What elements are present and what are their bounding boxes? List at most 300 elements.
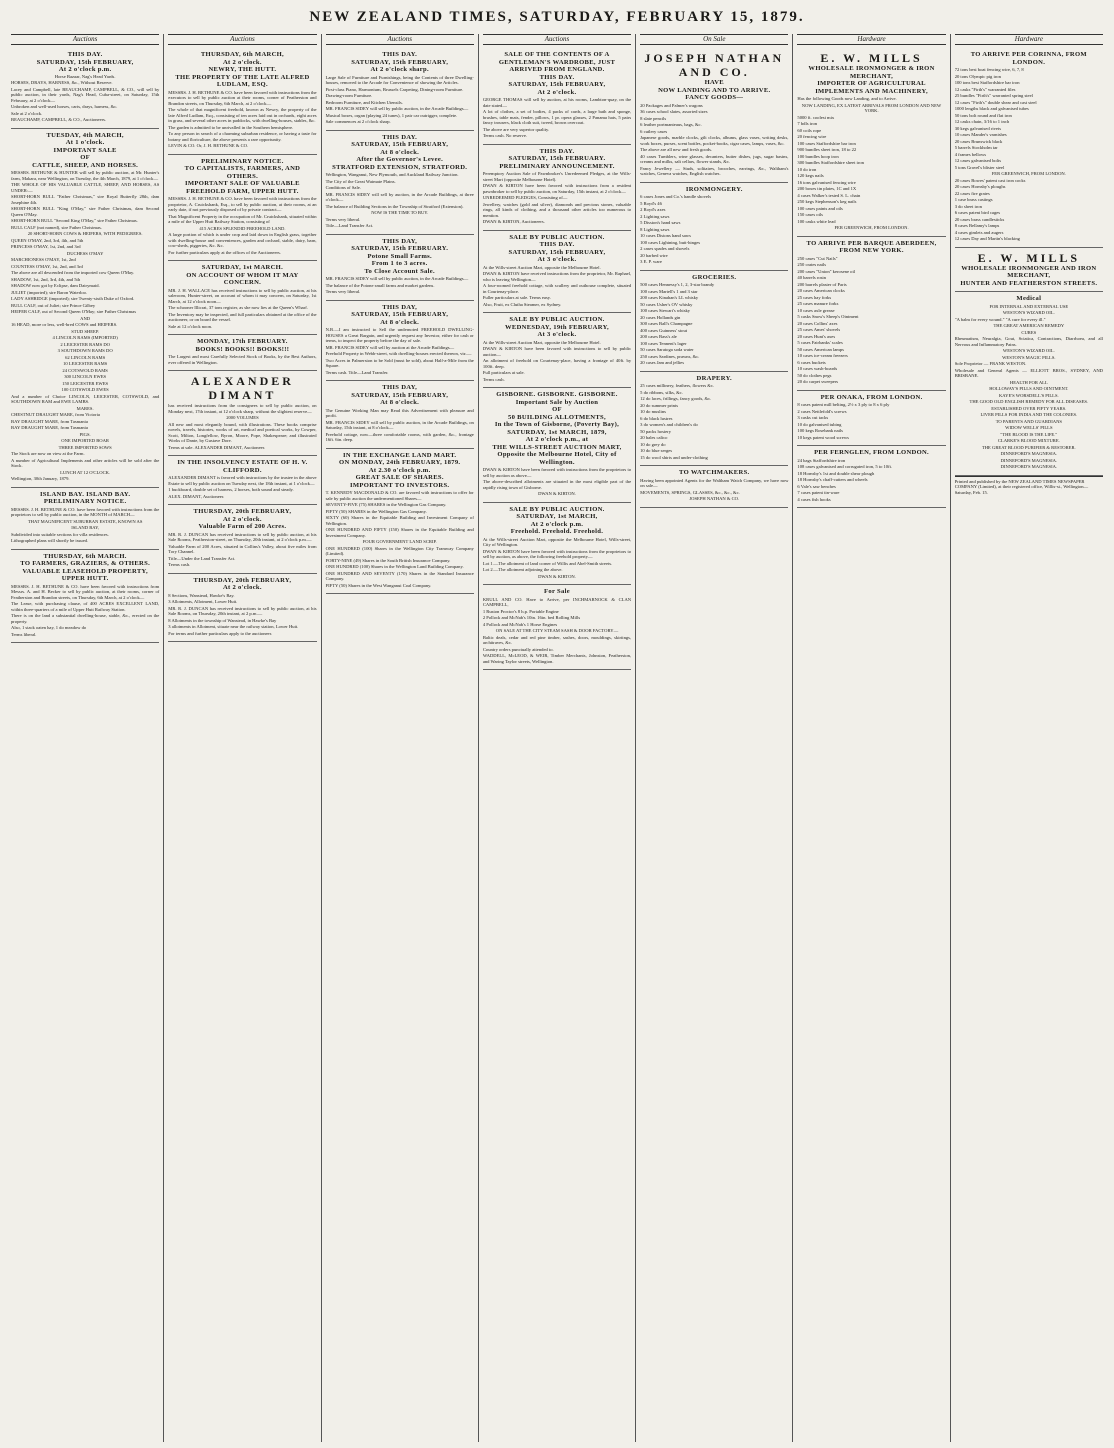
ad-line: The whole of that magnificent freehold, known as Newry, the property of the late Alfred Ludlam, Esq., consisting of ten acres laid out in orchards, eight acres in grass, and several other acres in paddocks, with dwelling-houses, stables, &c. [168, 107, 317, 123]
ad-line: Terms cash. [482, 376, 505, 382]
ad-line: 36 cases school slates, assorted sizes [640, 109, 708, 114]
ad-line: Sale at 2 o'clock. [11, 110, 43, 116]
ad-heading: At 2 o'clock. [222, 584, 262, 591]
ad-heading: WHOLESALE IRONMONGER & IRON [808, 65, 935, 72]
ad-line: 10 do iron [797, 166, 817, 172]
ad-line: Unbroken and well-used horses, carts, drays, harness, &c. [11, 104, 118, 109]
ad-line: 25 cases manure forks [797, 301, 839, 306]
ad-line: Drawing-room Furniture. [325, 93, 373, 98]
ad-line: 25 cases hay forks [797, 294, 832, 300]
ad-line: Fuller particulars at sale. Terms easy. [482, 295, 551, 300]
ad-line: 20 cases Collins' axes [797, 320, 838, 326]
advertisement [640, 183, 788, 271]
ad-heading: JOSEPH NATHAN AND CO. [644, 51, 785, 79]
ad-line: BAY DRAUGHT MARE, from Tasmania [11, 418, 88, 424]
column-4 [479, 34, 636, 1442]
ad-line: 5 Disston's hand saws [640, 220, 681, 225]
ad-heading: From 1 to 3 acres. [371, 260, 428, 267]
ad-line: 100 casks white lead [797, 218, 836, 224]
ad-heading: Valuable Farm of 200 Acres. [198, 523, 287, 530]
ad-line: 18 Hornsby's chaff-cutters and wheels [797, 477, 868, 482]
ad-line: Sole Proprietor — FRANK WESTON. [954, 361, 1027, 366]
ad-line: Terms liberal. [11, 631, 37, 637]
ad-line: DWAN & KIRTON have received instructions from the proprietor, Mr. Raphael, who is leaving Wellington— [482, 271, 632, 282]
ad-line: 2000 VOLUMES [226, 415, 259, 420]
ad-line: THE GREAT BLOOD PURIFIER & RESTORER. [981, 444, 1076, 450]
ad-line: Fancy Jewellery — Studs, solitaires, brooches, earrings, &c., Waltham's watches, Geneva watches, English watches. [640, 165, 789, 176]
advertisement [326, 301, 474, 382]
ad-line: 250 cases "Cut Nails" [797, 255, 838, 261]
ad-heading: ON MONDAY, 24th FEBRUARY, 1879. [339, 459, 461, 466]
ad-line: 7 cases patent tin-ware [797, 490, 840, 495]
ad-line: SIXTY (60) Shares in the Equitable Building and Investment Company of Wellington. [325, 515, 474, 526]
ad-heading: At 8 o'clock. [380, 148, 420, 156]
ad-line: NOW LANDING, EX LATEST ARRIVALS FROM LONDON AND NEW YORK. [801, 102, 942, 113]
ad-heading: GISBORNE. GISBORNE. GISBORNE. [496, 391, 618, 398]
ad-line: LADY ASHRIDGE (imported); sire Twenty-sixth Duke of Oxford. [11, 296, 135, 301]
ad-line: ALEXANDER DIMANT is favored with instructions by the trustee in the above Estate to sell by public auction on Tuesday next, the 18th instant, at 1 o'clock— [168, 475, 317, 486]
ad-line: Bedroom Furniture, and Kitchen Utensils. [325, 99, 403, 105]
ad-heading: HAVE [704, 79, 724, 86]
advertisement [640, 271, 788, 372]
advertisement [483, 585, 631, 670]
ad-heading: At 2 o'clock sharp. [370, 66, 429, 73]
ad-line: T. KENNEDY MACDONALD & CO. are favored with instructions to offer for sale by public auction the undermentioned Shares— [325, 490, 474, 501]
advertisement [11, 488, 159, 550]
ad-line: UNREDEEMED PLEDGES, Consisting of— [482, 195, 568, 200]
ad-heading: SALE OF THE CONTENTS OF A GENTLEMAN'S WARDROBE, JUST ARRIVED FROM ENGLAND. [498, 51, 616, 73]
ad-heading: CATTLE, SHEEP, AND HORSES. [32, 161, 139, 169]
ad-line: 12 cases Day and Martin's blacking [954, 236, 1020, 241]
ad-heading: SATURDAY, 1st MARCH. [201, 264, 284, 271]
ad-heading: MERCHANT, [850, 72, 894, 80]
ad-line: 10 cases Distons hand saws [640, 233, 691, 238]
ad-heading: GREAT SALE OF SHARES. [355, 474, 444, 481]
ad-heading: At 3 o'clock. [537, 331, 577, 338]
ad-heading: THIS DAY. [539, 241, 575, 248]
ad-line: ONE IMPORTED BOAR [61, 438, 109, 443]
ad-line: 20 cases brass candlesticks [954, 216, 1005, 222]
ad-line: TO PARENTS AND GUARDIANS [995, 418, 1062, 424]
ad-heading: At 2.30 o'clock p.m. [368, 466, 431, 474]
ad-line: 10 do muslins [640, 409, 666, 414]
advertisement [955, 248, 1103, 293]
ad-line: The above are very superior quality. [482, 126, 550, 132]
ad-line: 10 LEICESTER RAMS [63, 361, 108, 366]
ad-line: For terms and further particulars apply to the auctioneer. [168, 630, 272, 636]
advertisement [326, 381, 474, 449]
ad-heading: TO WATCHMAKERS. [679, 469, 750, 476]
ad-line: 20 cases Bowes' patent cast iron cocks [954, 177, 1026, 183]
ad-heading: THIS DAY, [382, 237, 418, 245]
ad-line: 4 frames bellows [954, 151, 987, 157]
advertisement [11, 550, 159, 644]
ad-line: 20 cases Hornsby's ploughs [954, 184, 1006, 189]
column-2 [164, 34, 321, 1442]
ad-line: LUNCH AT 12 O'CLOCK. [60, 469, 111, 475]
advertisement [168, 574, 316, 643]
ad-line: 8 Sections, Wanstead, Hawke's Bay. [168, 592, 235, 598]
ad-line: HEIFER CALF, out of Second Queen O'May; sire Father Christmas [11, 309, 136, 314]
ad-line: 5 Royd's 46 [640, 200, 662, 206]
ad-line: 2 cases spades and shovels [640, 246, 690, 251]
ad-line: JULIET (imported); sire Baron Waterloo. [11, 289, 88, 295]
column-heading: Hardware [797, 34, 945, 45]
ad-line: 400 cases Guinness' stout [640, 327, 688, 333]
ad-line: THE GREAT AMERICAN REMEDY [993, 323, 1065, 328]
ad-line: 5 barrels Stockholm tar [954, 145, 998, 150]
ad-line: 100 cases Martell's 1 and 3 star [640, 288, 698, 294]
ad-line: 10 cases Mander's varnishes [954, 132, 1007, 137]
ad-line: 8 Lighting saws [640, 226, 670, 232]
ad-line: 150 cases oils [797, 212, 823, 217]
ad-line: The above are all descended from the imported cow Queen O'May. [11, 270, 135, 275]
ad-line: DINNEFORD'S MAGNESIA. [1000, 464, 1058, 469]
ad-line: Terms at sale. ALEXANDER DIMANT, Auctioneer. [168, 444, 266, 450]
ad-heading: Medical [1016, 295, 1042, 302]
ad-heading: At 2 o'clock. [222, 515, 262, 523]
ad-line: 120 kegs nails [797, 173, 824, 178]
ad-line: QUEEN O'MAY, 2nd, 3rd, 4th, and 5th [11, 237, 84, 243]
ad-line: 30 kegs galvanised rivets [954, 125, 1001, 131]
ad-line: All new and most elegantly bound, with illustrations. These books comprise novels, travels, histories, works of art, medical and poetical works, by Cowper, Scott, Milton, Longfellow, Byron, Moore, Pope, Shakespeare; and illustrated Works of Dante, by Gustave Dore. [168, 421, 317, 443]
ad-heading: SATURDAY, 15th FEBRUARY, [351, 58, 449, 66]
ad-line: 10 cases axle grease [797, 307, 835, 313]
ad-line: Terms cash. [168, 562, 191, 567]
ad-line: 250 crates nails [797, 262, 826, 267]
ad-line: N.B.—I am instructed to Sell the undernoted FREEHOLD DWELLING-HOUSES a Great Bargain, and urgently request any Investor, either for cash or terms, to inspect the property before the day of sale. [325, 327, 474, 343]
ad-heading: THIS DAY. [382, 51, 418, 58]
advertisement [797, 48, 945, 237]
ad-heading: SATURDAY, 1st MARCH, 1879, [507, 428, 607, 436]
ad-line: "A balm for every wound." "A cure for every ill." [954, 316, 1046, 322]
ad-heading: TO CAPITALISTS, FARMERS, AND OTHERS. [184, 165, 301, 180]
ad-heading: THIS DAY. [539, 147, 575, 155]
ad-line: 300 cases Ball's Champagne [640, 321, 693, 326]
ad-line: MR. FRANCIS SIDEY will sell by auction at the Arcade Buildings— [325, 344, 455, 350]
ad-line: ESTABLISHED OVER FIFTY YEARS. [991, 405, 1067, 411]
ad-line: BEAUCHAMP, CAMPBELL, & CO., Auctioneers. [11, 117, 107, 122]
ad-line: 100 tons best Staffordshire bar iron [954, 80, 1020, 85]
advertisement [168, 456, 316, 505]
ad-heading: IN THE INSOLVENCY ESTATE OF H. V. CLIFFORD. [177, 459, 308, 474]
ad-line: 10 cases wash-boards [797, 366, 838, 371]
ad-line: Lithographed plans will shortly be issued. [11, 538, 89, 543]
ad-heading: DRAPERY. [696, 374, 732, 382]
ad-line: DWAN & KIRTON, Auctioneers. [482, 219, 545, 224]
ad-line: 20 do summer prints [640, 402, 679, 408]
ad-line: 20 cases American clocks [797, 288, 845, 293]
ad-line: MR. R. J. DUNCAN has received instructions to sell by public auction, at his Sale Rooms, on Thursday, 20th instant, at 2 p.m.— [168, 605, 317, 616]
ad-heading: At 2 o'clock p.m., at [525, 436, 589, 443]
ad-line: CURES [1021, 329, 1037, 335]
ad-heading: For Sale [544, 588, 570, 595]
ad-line: The schooner Illicrat, 37 tons register, as she now lies at the Queen's Wharf. [168, 305, 308, 310]
ad-line: DINNEFORD'S MAGNESIA. [1000, 451, 1058, 456]
ad-line: ALEX. DIMANT, Auctioneer. [168, 493, 225, 499]
ad-line: "THE BLOOD IS THE LIFE." [1000, 431, 1058, 437]
ad-line: 100 cases Stewart's whisky [640, 308, 691, 313]
ad-heading: SATURDAY, 15th FEBRUARY, [351, 391, 449, 399]
ad-heading: At 1 o'clock. [65, 139, 105, 146]
ad-line: SHADOW now got by Eclipse, dam Dairymaid. [11, 283, 100, 288]
ad-heading: PER FERNGLEN, FROM LONDON. [814, 449, 930, 456]
ad-line: 20 cases Brunswick black [954, 138, 1003, 144]
ad-heading: WEDNESDAY, 19th FEBRUARY, [504, 323, 609, 331]
masthead: NEW ZEALAND TIMES, SATURDAY, FEBRUARY 15, 1879. [309, 9, 805, 25]
ad-line: Rheumatism, Neuralgia, Gout, Sciatica, Contractions, Diarrhoea, and all Nervous and Inflammatory Pains. [954, 336, 1103, 347]
ad-line: MESSRS. J. H. BETHUNE & CO. have been favored with instructions from the executors to sell by public auction at their rooms, corner of Featherston and Brandon streets, on Thursday, 6th March, at 2 o'clock— [168, 89, 317, 106]
ad-line: Musical boxes, organ (playing 24 tunes), 1 pair car outrigger, complete. [325, 112, 458, 118]
column-heading: Auctions [168, 34, 316, 45]
ad-heading: SALE BY PUBLIC AUCTION. [509, 233, 605, 241]
ad-line: 24 COTSWOLD RAMS [62, 367, 108, 373]
ad-line: 15 do wool shirts and under-clothing [640, 454, 708, 460]
ad-heading: SATURDAY, 1st MARCH, [516, 513, 598, 520]
ad-line: 20 cases Hunt's axes [797, 333, 836, 339]
ad-line: Terms very liberal. [325, 289, 361, 294]
ad-heading: MONDAY, 17th FEBRUARY. [197, 338, 288, 345]
ad-line: THREE IMPORTED SOWS [58, 444, 112, 450]
advertisement [955, 48, 1103, 248]
ad-line: 6 cases buckets [797, 359, 826, 365]
ad-heading: WHOLESALE IRONMONGER AND IRON MERCHANT, [961, 264, 1097, 279]
advertisement [640, 466, 788, 508]
ad-line: 100 kegs Rosebank nails [797, 428, 843, 433]
ad-line: Lacey and Campbell, late BEAUCHAMP, CAMPBELL, & CO., will sell by public auction, in their yards, Nag's Head, Cuba-street, on Saturday, 15th February, at 2 o'clock— [11, 86, 160, 103]
ad-line: 40 barrels rosin [797, 275, 826, 280]
ad-line: 18 Hornsby's 1st and double shear plough [797, 470, 875, 476]
ad-line: 900 bundles sheet iron, 18 to 22 [797, 147, 857, 152]
ad-line: 6 cutlery cases [640, 128, 668, 134]
ad-line: STUD SHEEP. [71, 328, 100, 334]
ad-line: 4 LINCOLN RAMS (IMPORTED) [52, 335, 118, 340]
column-5 [636, 34, 793, 1442]
ad-line: A lot of clothes, a set of bodies, 4 packs of cards, a large bath and sponge, brushes, table mats, fender, pillows, 1 pr. opera glasses, 2 Panama hats, 5 pairs fancy trousers, black cloth suit, tweed, brown overcoat. [482, 109, 632, 125]
ad-line: SHADOW, 1st, 2nd, 3rd, 4th, and 5th [11, 276, 81, 282]
column-3 [322, 34, 479, 1442]
ad-line: DINNEFORD'S MAGNESIA. [1000, 457, 1058, 463]
ad-heading: PRELIMINARY NOTICE. [43, 498, 127, 505]
ad-line: 50 do clothes pegs [797, 372, 832, 378]
ad-line: MOVEMENTS, SPRINGS, GLASSES, &c., &c., &c. [640, 489, 740, 495]
ad-line: 100 cases paints and oils [797, 205, 843, 211]
ad-line: Has the following Goods now Landing, and to Arrive. [797, 96, 897, 101]
column-heading: Auctions [11, 34, 159, 45]
ad-line: 250 cases Sardines, prawns, &c. [640, 353, 700, 359]
ad-line: A large portion of which is under crop and laid down in English grass, together with dwelling-house and conveniences, garden and orchard, stable, dairy, barn, cow-sheds, piggeries, &c. &c. [168, 232, 317, 248]
ad-line: 8 Allotments in the township of Wanstead, in Hawke's Bay [168, 617, 277, 623]
ad-line: 4 cases gimlets and augers [954, 229, 1004, 235]
ad-line: CHESTNUT DRAUGHT MARE, from Victoria [11, 412, 100, 417]
ad-line: THAT MAGNIFICENT SUBURBAN ESTATE, KNOWN AS [27, 518, 143, 524]
advertisement [326, 449, 474, 595]
advertisement [483, 145, 631, 231]
ad-heading: SATURDAY, 15th FEBRUARY, [508, 248, 606, 256]
ad-line: The above-described allotments are situated in the most eligible part of the rapidly rising town of Gisborne. [482, 479, 632, 490]
ad-line: 5 cases Fairbanks' scales [797, 340, 843, 345]
advertisement [640, 48, 788, 183]
ad-line: MR. FRANCIS SIDEY will sell by auction, in the Arcade Buildings, at three o'clock— [325, 191, 474, 202]
ad-title: Horse Bazaar, Nag's Head Yards. [54, 73, 116, 79]
ad-line: Wholesale and General Agents — ELLIOTT BROS., SYDNEY, AND BRISBANE. [954, 367, 1103, 378]
ad-heading: IN THE EXCHANGE LAND MART. [343, 451, 457, 459]
ad-line: FIFTY (50) Shares in the West Wanganui Coal Company. [325, 582, 432, 588]
ad-line: The Inventory may be inspected, and full particulars obtained at the office of the auctioneer, or on board the vessel. [168, 311, 317, 322]
ad-line: 20 SHORT-HORN COWS & HEIFERS, WITH PEDIGREES. [27, 231, 143, 236]
ad-heading: STRATFORD EXTENSION, STRATFORD. [332, 163, 468, 171]
ad-line: Freehold Property in Webb-street, with dwelling-houses erected thereon, viz.— [325, 351, 472, 356]
ad-line: MESSRS. J. H. BETHUNE & CO. have been favored with instructions from the proprietor, A. Cruickshank, Esq., to sell by public auction, at their rooms, at an early date, if not previously disposed of by private contract— [168, 196, 317, 212]
ad-heading: THIS DAY. [539, 73, 575, 81]
ad-heading: SATURDAY, 15th FEBRUARY. [351, 245, 449, 252]
ad-line: The Genuine Working Man may Read this Advertisement with pleasure and profit. [325, 407, 474, 418]
ad-line: 7 bdls iron [797, 121, 818, 126]
ad-line: 100 cases Lightning, butt-hinges [640, 239, 701, 245]
ad-line: 8 cases Bellamy's lamps [954, 223, 1000, 228]
ad-heading: After the Governor's Levee. [356, 156, 444, 163]
ad-line: 25 bundles "Firth's" warranted spring steel [954, 93, 1033, 98]
ad-line: FIFTY (50) SHARES in the Wellington Gas Company. [325, 508, 427, 514]
ad-line: FER GREENWICH, FROM LONDON. [834, 225, 909, 230]
ad-heading: SALE BY PUBLIC AUCTION. [509, 505, 605, 513]
ad-line: COUNTESS O'MAY, 1st, 2nd, and 3rd [11, 263, 83, 269]
ad-line: 5000 ft. coolest mix [797, 114, 835, 120]
columns-grid [7, 34, 1107, 1442]
ad-line: Two Acres in Palmerston to be Sold (must be sold), about Half-a-Mile from the Square. [325, 357, 474, 368]
ad-line: First-class Piano, Harmonium, Brussels Carpeting, Dining-room Furniture. [325, 86, 464, 92]
ad-line: A number of Agricultural Implements and other articles will be sold after the Stock. [11, 457, 160, 468]
ad-line: Having been appointed Agents for the Waltham Watch Company, we have now on sale— [640, 477, 789, 488]
ad-line: Terms very liberal. [325, 216, 361, 222]
ad-line: ONE HUNDRED AND FIFTY (150) Shares in the Equitable Building and Investment Company. [325, 527, 474, 538]
ad-line: 5 tons Gravel's blister steel [954, 164, 1005, 170]
ad-line: FER GREENWICH, FROM LONDON. [991, 171, 1066, 176]
ad-line: MARES. [76, 405, 94, 411]
ad-line: 16 HEAD, more or less, well-bred COWS and HEIFERS. [11, 322, 118, 327]
ad-heading: THURSDAY, 20th FEBRUARY, [193, 508, 292, 515]
ad-line: WESTON'S MAGIC PILLS. [1002, 354, 1056, 360]
ad-line: PIGS. [79, 431, 91, 437]
ad-heading: THIS DAY. [382, 133, 418, 141]
ad-line: WADDELL, McLEOD, & WEIR, Timber Merchants, Johnston, Featherston, and Waring Taylor streets, Wellington. [482, 653, 632, 664]
ad-line: The garden is admitted to be unrivalled in the Southern hemisphere. [168, 124, 294, 130]
ad-line: 6 do black lustres [640, 415, 673, 421]
ad-line: For further particulars apply at the offices of the Auctioneers. [168, 249, 281, 255]
advertisement [168, 155, 316, 262]
ad-line: BULL CALF, out of Juliet; sire Prince Gilbey [11, 302, 96, 308]
ad-heading: At 2 o'clock p.m. [530, 520, 584, 528]
ad-heading: E. W. MILLS [977, 250, 1081, 265]
advertisement [483, 231, 631, 314]
ad-heading: SATURDAY, 15th FEBRUARY. [508, 155, 606, 162]
ad-heading: SATURDAY, 15th FEBRUARY, [36, 58, 134, 66]
ad-line: 6 Vale's saw benches [797, 483, 836, 489]
ad-line: 5 casks Snow's Sheep's Ointment [797, 314, 859, 319]
ad-line: An allotment of freehold on Courtenay-place, having a frontage of 40ft. by 100ft. deep. [482, 358, 632, 369]
ad-line: MR. R. J. DUNCAN has received instructions to sell by public auction, at his Sale Rooms, Featherston-street, on Thursday, 20th instant, at 2 o'clock p.m.— [168, 531, 317, 542]
ad-line: 4 Pollock and McNab's 1 Horse Engines [482, 621, 558, 627]
ad-line: 50 cases Usher's OV whisky [640, 301, 693, 307]
ad-line: 2 cases Nettlefold's screws [797, 408, 847, 414]
ad-heading: SATURDAY, 15th FEBRUARY, [351, 311, 449, 318]
ad-line: WESTON'S WIZARD OIL. [1002, 348, 1055, 353]
ad-heading: NEWRY, THE HUTT. [208, 66, 277, 73]
advertisement [483, 503, 631, 586]
ad-line: 24 bags Staffordshire iron [797, 457, 846, 463]
ad-line: 40 cases Tumblers, wine glasses, decanters, butter dishes, jugs, sugar basins, creams and milks, salt cellars, flower stands, &c. [640, 153, 789, 164]
ad-line: 10 cases ice-cream freezers [797, 353, 848, 358]
ad-line: 1 buckboard, double set of harness, 2 horses, both sound and steady. [168, 487, 294, 492]
ad-line: KAYE'S WORSDELL'S PILLS. [998, 392, 1059, 398]
ad-line: 500 cases Hennessy's 1, 2, 3-star brandy [640, 282, 715, 287]
ad-line: 3 SOUTHDOWN RAMS DO [57, 348, 113, 353]
ad-line: 20 cases Hollands gin [640, 314, 681, 320]
ad-heading: At 3 o'clock. [537, 256, 577, 263]
ad-heading: Important Sale by Auction [515, 398, 599, 406]
ad-line: And a number of Choice LINCOLN, LEICESTER, COTSWOLD, and SOUTHDOWN RAM and EWE LAMBS. [11, 393, 160, 404]
ad-heading: TO ARRIVE PER CORINNA, FROM LONDON. [970, 51, 1087, 66]
ad-line: 12 casks "Firth's" warranted files [954, 86, 1016, 92]
ad-line: BAY DRAUGHT MARE, from Tasmania [11, 425, 88, 430]
ad-heading: OF [552, 406, 562, 413]
ad-line: At the Wills-street Auction Mart, opposite the Melbourne Hotel. [482, 339, 601, 345]
ad-line: Wellington, 30th January, 1879. [11, 476, 70, 481]
ad-heading: Potone Small Farms. [367, 252, 432, 260]
ad-heading: SATURDAY, 15th FEBRUARY, [351, 141, 449, 148]
ad-heading: IMPORTANT SALE OF VALUABLE FREEHOLD FARM, UPPER HUTT. [185, 180, 300, 195]
ad-line: 1000 lengths black and galvanised tubes [954, 106, 1029, 111]
ad-line: Terms cash. No reserve. [482, 133, 528, 138]
ad-line: 20 fencing wire [797, 134, 827, 139]
ad-heading: ISLAND BAY. ISLAND BAY. [39, 490, 131, 498]
ad-line: The Stock are now on view at the Farm. [11, 451, 85, 456]
ad-line: 100 COTSWOLD EWES [61, 387, 109, 392]
ad-line: PRINCESS O'MAY, 1st, 2nd, and 3rd [11, 244, 81, 249]
ad-line: MESSRS. BETHUNE & HUNTER will sell by public auction, at Mr. Hunter's farm, Makara, near Wellington, on Tuesday, the 4th March, 1879, at 1 o'clock— [11, 170, 160, 181]
ad-line: 72 tons best boat fencing wire, 6, 7, 8 [954, 67, 1024, 72]
ad-line: 200 cases "Union" kerosene oil [797, 268, 855, 274]
ad-line: 415 ACRES SPLENDID FREEHOLD LAND. [199, 225, 286, 231]
advertisement [797, 391, 945, 447]
advertisement [797, 237, 945, 391]
ad-heading: SATURDAY, 15th FEBRUARY, [508, 81, 606, 88]
ad-heading: TO ARRIVE PER BARQUE ABERDEEN, FROM NEW YORK. [806, 239, 937, 254]
ad-line: 3 casks cut tacks [797, 415, 829, 420]
ad-line: MR. FRANCIS SIDEY will sell by public auction, in the Arcade Buildings— [325, 276, 469, 281]
ad-line: Baltic deals, cedar and red pine timber, sashes, doors, mouldings, skirtings, architraves, &c. [482, 634, 632, 645]
ad-line: There is on the land a substantial dwelling-house, stable, &c., erected on the property. [11, 613, 160, 624]
ad-line: Title—Under the Land Transfer Act. [168, 555, 236, 561]
ad-line: 22 cases fire grates [954, 190, 990, 196]
ad-line: LIVER PILLS FOR INDIA AND THE COLONIES. [980, 412, 1078, 417]
ad-line: 100 bundles hoop iron [797, 153, 839, 159]
ad-line: 12 cases galvanised bolts [954, 158, 1001, 163]
ad-line: The Largest and most Carefully Selected Stock of Books, by the Best Authors, ever offered in Wellington. [168, 354, 317, 365]
ad-line: 25 cases millinery, feathers, flowers &c. [640, 383, 715, 388]
ad-line: SHORT-HORN BULL "Second King O'May," sire Father Christmas. [11, 218, 138, 223]
ad-line: DWAN & KIRTON. [538, 491, 576, 496]
ad-line: THE WHOLE OF HIS VALUABLE CATTLE, SHEEP, AND HORSES, AS UNDER:— [11, 182, 160, 193]
ad-line: ON SALE AT THE CITY STEAM SASH & DOOR FACTORY— [495, 628, 619, 633]
ad-line: At the Wills-street Auction Mart, opposite the Melbourne Hotel. [482, 264, 601, 270]
ad-line: Conditions of Sale. [325, 185, 361, 190]
ad-line: BULL CALF (not named), sire Father Christmas. [11, 224, 102, 230]
advertisement [11, 48, 159, 129]
ad-line: DUCHESS O'MAY [66, 250, 104, 256]
ad-heading: To Close Account Sale. [364, 267, 435, 275]
ad-line: MARCHIONESS O'MAY, 1st, 2nd [11, 257, 76, 262]
